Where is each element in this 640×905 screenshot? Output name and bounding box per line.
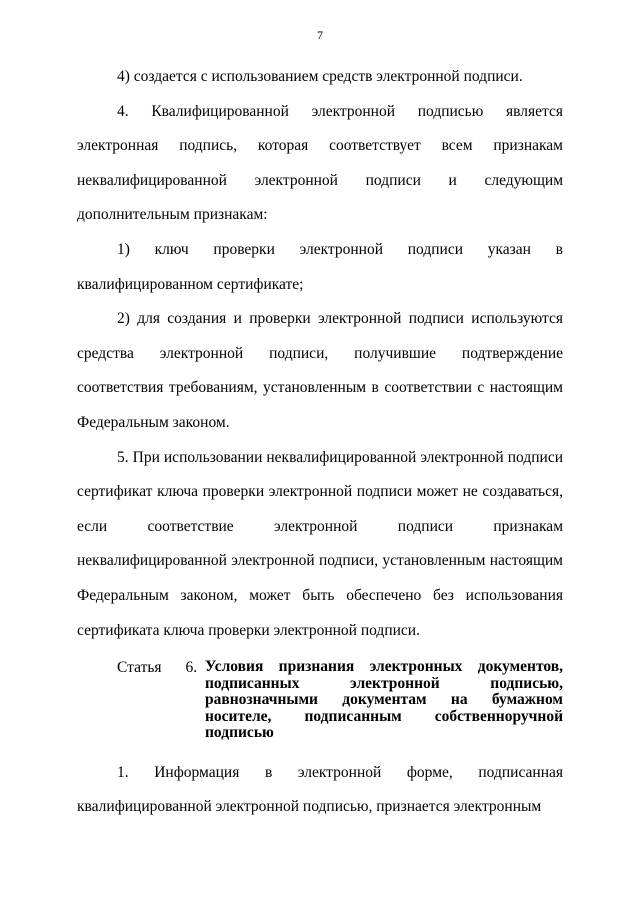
paragraph-subitem-1: 1) ключ проверки электронной подписи указан в квалифицированном сертификате;: [77, 240, 563, 293]
paragraph-subitem-2: 2) для создания и проверки электронной подписи используются средства электронной подписи, получившие подтверждение соответствия требованиям, установленным в соответствии с настоящим Федеральным законом.: [77, 310, 563, 431]
article-title: Условия признания электронных документов, подписанных электронной подписью, равнозначными документам на бумажном носителе, подписанным собственноручной подписью: [205, 658, 563, 742]
article-heading: [77, 659, 563, 742]
paragraph-point-5: 5. При использовании неквалифицированной электронной подписи сертификат ключа проверки электронной подписи может не создаваться, если соответствие электронной подписи признакам неквалифицированной электронной подписи, установленным настоящим Федеральным законом, может быть обеспечено без использования сертификата ключа проверки электронной подписи.: [77, 448, 563, 639]
article-word: Статья: [117, 659, 162, 677]
paragraph-article6-point-1: 1. Информация в электронной форме, подписанная квалифицированной электронной подписью, признается электронным: [77, 763, 563, 816]
page-number: 7: [317, 28, 323, 42]
article-number: 6.: [185, 659, 198, 677]
document-body: [77, 60, 563, 825]
paragraph-item-4: 4) создается с использованием средств электронной подписи.: [117, 68, 523, 85]
paragraph-point-4: 4. Квалифицированной электронной подписью является электронная подпись, которая соответствует всем признакам неквалифицированной электронной подписи и следующим дополнительным признакам:: [77, 102, 563, 224]
article-label: [77, 659, 205, 742]
